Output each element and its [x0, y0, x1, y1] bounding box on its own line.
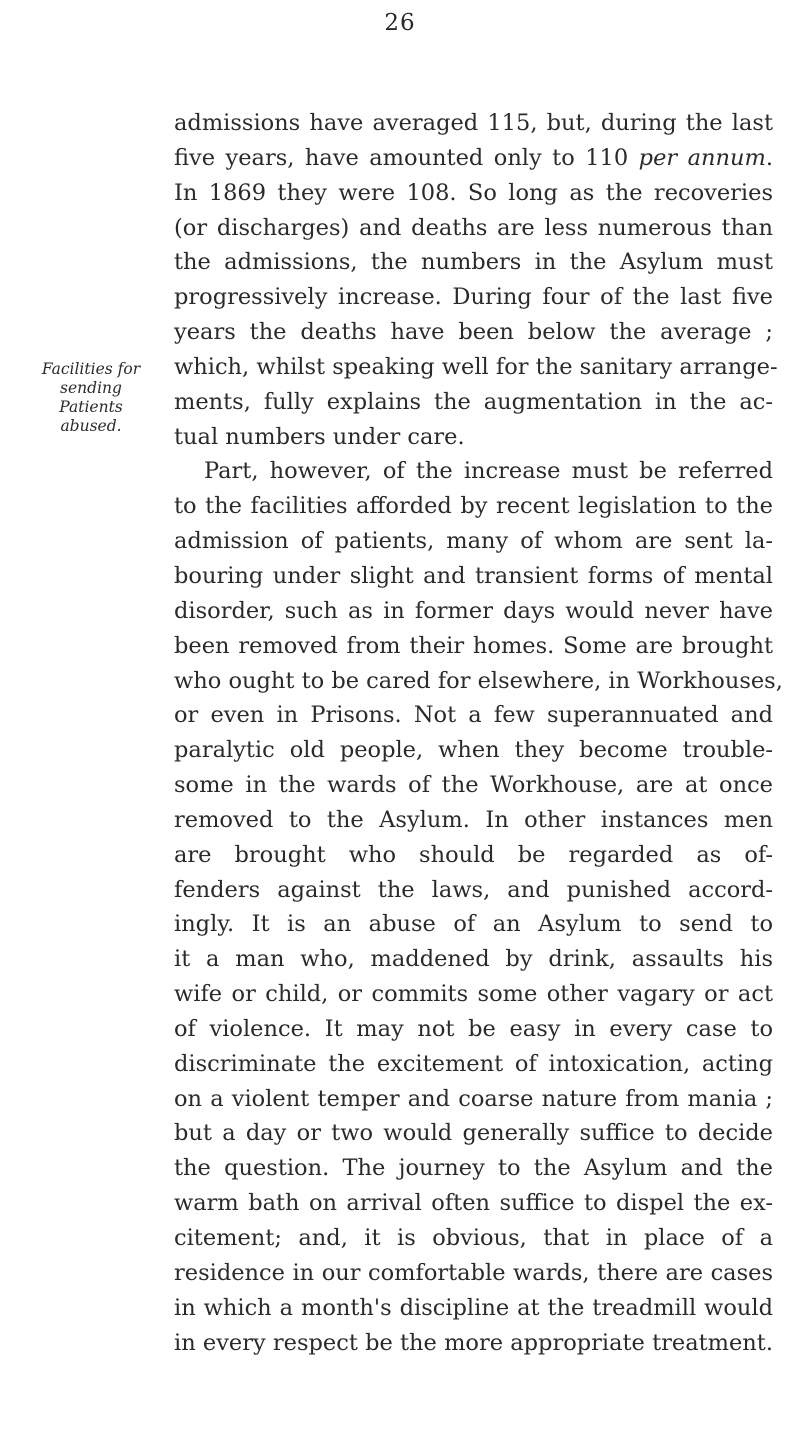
margin-note-line: Patients [59, 398, 123, 416]
body-text [174, 106, 783, 1360]
text-line: but a day or two would generally suffice to decide [174, 1120, 773, 1147]
text-line: ments, fully explains the augmentation in the ac- [174, 388, 773, 415]
text-line: in which a month's discipline at the treadmill would [174, 1294, 773, 1321]
text-line: years the deaths have been below the average ; [174, 319, 773, 346]
text-line: who ought to be cared for elsewhere, in Workhouses, [174, 667, 783, 694]
page-number: 26 [384, 10, 416, 36]
text-segment: five years, have amounted only to 110 per annum. [174, 144, 773, 171]
margin-note-line: abused. [60, 417, 122, 435]
text-line: (or discharges) and deaths are less numerous than [174, 214, 773, 241]
text-line: in every respect be the more appropriate treatment. [174, 1329, 773, 1356]
text-line: tual numbers under care. [174, 423, 465, 450]
text-line: In 1869 they were 108. So long as the recoveries [174, 179, 773, 206]
text-line: on a violent temper and coarse nature from mania ; [174, 1085, 773, 1112]
text-line: the question. The journey to the Asylum and the [174, 1155, 773, 1182]
text-line: progressively increase. During four of the last five [174, 284, 773, 311]
margin-note-line: sending [60, 379, 122, 397]
text-line: some in the wards of the Workhouse, are at once [174, 772, 773, 799]
text-line: which, whilst speaking well for the sanitary arrange- [174, 353, 778, 380]
text-line: the admissions, the numbers in the Asylum must [174, 249, 773, 276]
text-line: removed to the Asylum. In other instances men [174, 806, 773, 833]
text-line: bouring under slight and transient forms of mental [174, 562, 773, 589]
text-line: to the facilities afforded by recent legislation to the [174, 493, 773, 520]
text-line: citement; and, it is obvious, that in place of a [174, 1225, 773, 1251]
text-line: wife or child, or commits some other vagary or act [174, 981, 773, 1008]
text-line: it a man who, maddened by drink, assaults his [174, 946, 773, 973]
text-line [174, 141, 773, 176]
text-line: been removed from their homes. Some are brought [174, 632, 773, 659]
text-line: fenders against the laws, and punished accord- [174, 876, 773, 903]
text-line: residence in our comfortable wards, there are cases [174, 1259, 773, 1286]
text-line: warm bath on arrival often suffice to dispel the ex- [174, 1190, 773, 1217]
text-line: or even in Prisons. Not a few superannuated and [174, 702, 773, 729]
margin-note-line: Facilities for [41, 360, 141, 378]
text-line: disorder, such as in former days would never have [174, 597, 773, 624]
text-line: discriminate the excitement of intoxication, acting [174, 1050, 773, 1077]
text-line: admissions have averaged 115, but, during the last [174, 110, 773, 136]
text-line: ingly. It is an abuse of an Asylum to send to [174, 911, 773, 938]
text-line: are brought who should be regarded as of- [174, 841, 773, 868]
margin-note [36, 360, 146, 436]
text-line: admission of patients, many of whom are sent la- [174, 528, 773, 555]
text-line: of violence. It may not be easy in every case to [174, 1015, 773, 1042]
text-line: paralytic old people, when they become trouble- [174, 737, 773, 764]
latin-phrase: per annum [638, 144, 766, 171]
text-line: Part, however, of the increase must be referred [204, 458, 773, 485]
